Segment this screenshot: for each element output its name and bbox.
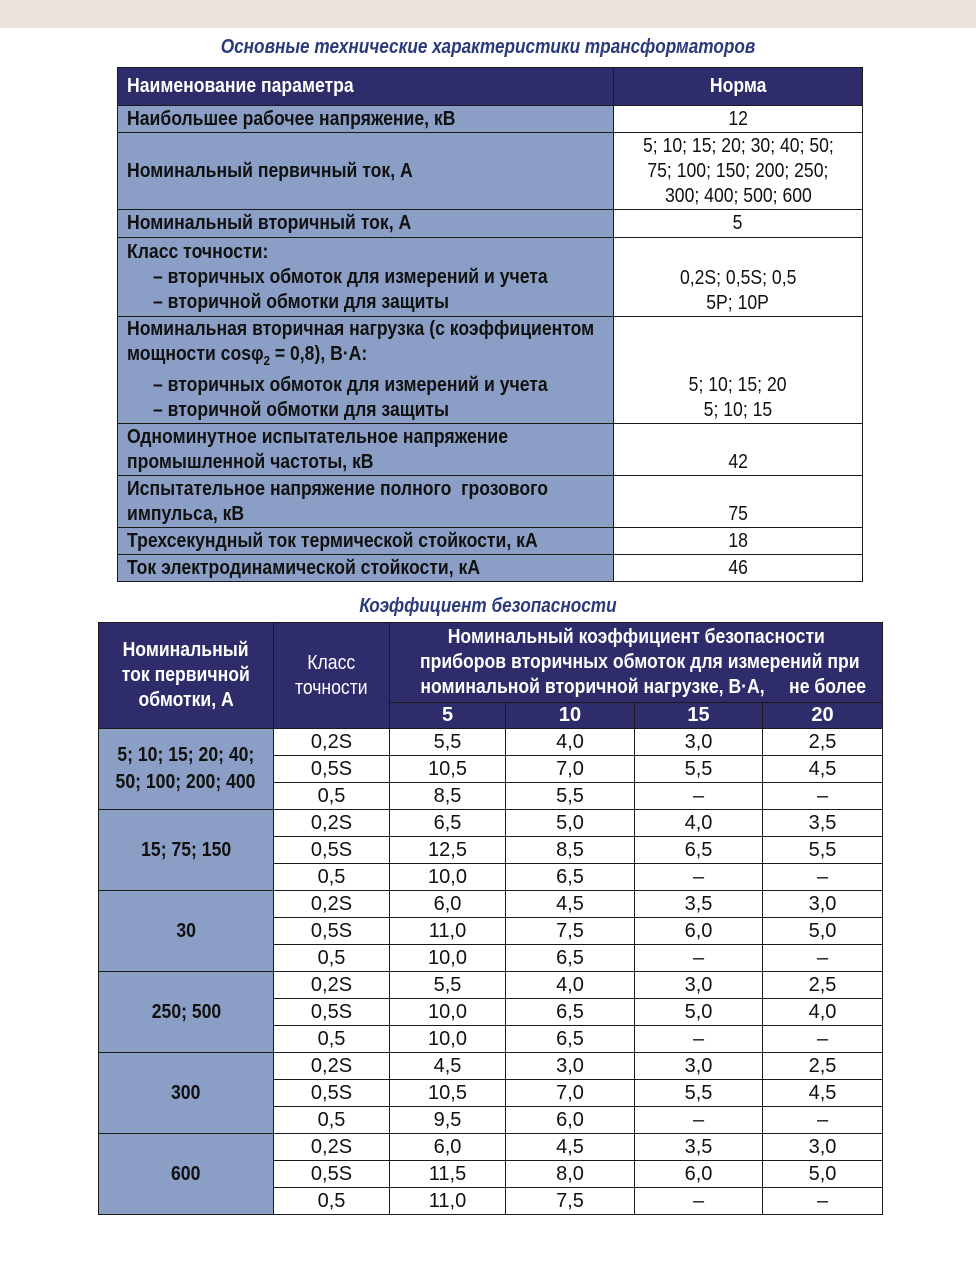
- accuracy-class-cell: 0,5S: [274, 837, 390, 864]
- safety-factor-cell: 5,5: [635, 756, 763, 783]
- param-name: Номинальный первичный ток, А: [118, 133, 614, 210]
- safety-factor-cell: 10,0: [390, 999, 506, 1026]
- accuracy-class-cell: 0,5S: [274, 1161, 390, 1188]
- param-value: 5: [614, 210, 863, 238]
- safety-factor-cell: –: [635, 864, 763, 891]
- safety-factor-table: [98, 622, 883, 1215]
- accuracy-class-cell: 0,5S: [274, 756, 390, 783]
- safety-factor-cell: 6,0: [635, 1161, 763, 1188]
- safety-factor-cell: 7,5: [506, 918, 635, 945]
- param-name: Трехсекундный ток термической стойкости, кА: [118, 528, 614, 555]
- table1-title: Основные технические характеристики трансформаторов: [220, 36, 756, 58]
- safety-factor-cell: 6,0: [390, 1134, 506, 1161]
- accuracy-class-cell: 0,5: [274, 945, 390, 972]
- safety-factor-cell: 6,0: [506, 1107, 635, 1134]
- safety-factor-cell: –: [763, 1026, 883, 1053]
- primary-current-cell: 300: [99, 1053, 274, 1134]
- accuracy-class-cell: 0,5S: [274, 1080, 390, 1107]
- safety-factor-cell: 5,5: [763, 837, 883, 864]
- safety-factor-cell: 4,5: [390, 1053, 506, 1080]
- safety-factor-cell: 6,5: [635, 837, 763, 864]
- safety-factor-cell: 2,5: [763, 1053, 883, 1080]
- safety-factor-cell: 10,5: [390, 1080, 506, 1107]
- safety-factor-cell: 4,5: [506, 891, 635, 918]
- table-row: [118, 210, 863, 238]
- safety-factor-cell: 4,0: [506, 972, 635, 999]
- safety-factor-cell: 9,5: [390, 1107, 506, 1134]
- param-name: Номинальная вторичная нагрузка (с коэффициентом мощности cosφ$_2$ = 0,8), В·А: – вторичных обмоток для измерений и учета – вторичной обмотки для защиты: [118, 317, 614, 424]
- safety-factor-cell: 11,0: [390, 1188, 506, 1215]
- safety-factor-cell: 6,0: [635, 918, 763, 945]
- safety-factor-cell: 2,5: [763, 729, 883, 756]
- safety-factor-cell: 7,0: [506, 1080, 635, 1107]
- table2-title: Коэффициент безопасности: [359, 595, 617, 617]
- primary-current-cell: 5; 10; 15; 20; 40; 50; 100; 200; 400: [99, 729, 274, 810]
- safety-factor-cell: 4,0: [635, 810, 763, 837]
- safety-factor-cell: 4,0: [763, 999, 883, 1026]
- safety-factor-cell: 5,0: [763, 918, 883, 945]
- safety-factor-cell: 8,5: [390, 783, 506, 810]
- safety-factor-cell: 3,5: [763, 810, 883, 837]
- accuracy-class-cell: 0,5: [274, 1107, 390, 1134]
- col-param-header: Наименование параметра: [118, 68, 614, 106]
- table-row: [118, 317, 863, 424]
- safety-factor-cell: –: [763, 1107, 883, 1134]
- safety-factor-cell: 3,5: [635, 1134, 763, 1161]
- safety-factor-cell: 7,5: [506, 1188, 635, 1215]
- safety-factor-cell: 3,0: [635, 1053, 763, 1080]
- param-value: 0,2S; 0,5S; 0,5 5P; 10P: [614, 238, 863, 317]
- safety-factor-cell: –: [635, 1188, 763, 1215]
- safety-factor-cell: 11,0: [390, 918, 506, 945]
- primary-current-cell: 15; 75; 150: [99, 810, 274, 891]
- accuracy-class-cell: 0,5: [274, 1188, 390, 1215]
- safety-factor-cell: –: [763, 783, 883, 810]
- safety-factor-cell: –: [763, 864, 883, 891]
- table-row: [99, 810, 883, 837]
- top-band: [0, 0, 976, 28]
- param-value: 75: [614, 476, 863, 528]
- safety-factor-cell: 6,5: [390, 810, 506, 837]
- safety-factor-cell: 7,0: [506, 756, 635, 783]
- safety-factor-cell: 4,5: [506, 1134, 635, 1161]
- table-row: [99, 1053, 883, 1080]
- safety-factor-cell: –: [635, 1026, 763, 1053]
- param-value: 5; 10; 15; 20 5; 10; 15: [614, 317, 863, 424]
- specs-table: [117, 67, 863, 582]
- param-name: Ток электродинамической стойкости, кА: [118, 555, 614, 582]
- safety-factor-cell: 2,5: [763, 972, 883, 999]
- safety-factor-cell: –: [635, 945, 763, 972]
- accuracy-class-cell: 0,5: [274, 1026, 390, 1053]
- col-current-header: Номинальный ток первичной обмотки, А: [99, 623, 274, 729]
- primary-current-cell: 250; 500: [99, 972, 274, 1053]
- safety-factor-cell: –: [635, 1107, 763, 1134]
- param-value: 12: [614, 106, 863, 133]
- accuracy-class-cell: 0,5S: [274, 918, 390, 945]
- table-row: [118, 106, 863, 133]
- table-row: [118, 476, 863, 528]
- safety-factor-cell: 6,5: [506, 1026, 635, 1053]
- table-row: [118, 133, 863, 210]
- accuracy-class-cell: 0,2S: [274, 1053, 390, 1080]
- safety-factor-cell: 6,5: [506, 945, 635, 972]
- param-name: Испытательное напряжение полного грозового импульса, кВ: [118, 476, 614, 528]
- param-value: 42: [614, 424, 863, 476]
- table-row: [99, 729, 883, 756]
- load-header: 15: [635, 703, 763, 729]
- specs-header-row: [118, 68, 863, 106]
- accuracy-class-cell: 0,2S: [274, 1134, 390, 1161]
- safety-factor-cell: –: [763, 1188, 883, 1215]
- table-row: [99, 891, 883, 918]
- table-row: [99, 972, 883, 999]
- load-header: 20: [763, 703, 883, 729]
- param-value: 5; 10; 15; 20; 30; 40; 50; 75; 100; 150; 200; 250; 300; 400; 500; 600: [614, 133, 863, 210]
- safety-header-row: [99, 623, 883, 703]
- safety-factor-cell: 3,0: [506, 1053, 635, 1080]
- safety-factor-cell: 5,5: [390, 972, 506, 999]
- safety-factor-cell: 6,5: [506, 864, 635, 891]
- safety-factor-cell: 6,5: [506, 999, 635, 1026]
- safety-factor-cell: 4,5: [763, 1080, 883, 1107]
- primary-current-cell: 30: [99, 891, 274, 972]
- accuracy-class-cell: 0,2S: [274, 891, 390, 918]
- safety-factor-cell: 11,5: [390, 1161, 506, 1188]
- param-value: 18: [614, 528, 863, 555]
- safety-factor-cell: 3,5: [635, 891, 763, 918]
- safety-factor-cell: 12,5: [390, 837, 506, 864]
- param-name: Номинальный вторичный ток, А: [118, 210, 614, 238]
- safety-factor-cell: 3,0: [763, 891, 883, 918]
- table-row: [118, 424, 863, 476]
- table-row: [118, 528, 863, 555]
- accuracy-class-cell: 0,5: [274, 783, 390, 810]
- safety-factor-cell: 3,0: [635, 972, 763, 999]
- safety-factor-cell: –: [763, 945, 883, 972]
- safety-factor-cell: 4,5: [763, 756, 883, 783]
- safety-factor-cell: 3,0: [635, 729, 763, 756]
- safety-factor-cell: 6,0: [390, 891, 506, 918]
- table-row: [99, 1134, 883, 1161]
- safety-factor-cell: 8,5: [506, 837, 635, 864]
- safety-factor-cell: 5,0: [506, 810, 635, 837]
- safety-factor-cell: 10,5: [390, 756, 506, 783]
- accuracy-class-cell: 0,2S: [274, 810, 390, 837]
- table-row: [118, 555, 863, 582]
- safety-body: [99, 729, 883, 1215]
- safety-factor-cell: 3,0: [763, 1134, 883, 1161]
- accuracy-class-cell: 0,5S: [274, 999, 390, 1026]
- safety-factor-cell: 10,0: [390, 1026, 506, 1053]
- safety-factor-cell: 10,0: [390, 945, 506, 972]
- col-coef-header: Номинальный коэффициент безопасности приборов вторичных обмоток для измерений при номинальной вторичной нагрузке, В·А, не более: [390, 623, 883, 703]
- accuracy-class-cell: 0,2S: [274, 972, 390, 999]
- load-header: 5: [390, 703, 506, 729]
- param-value: 46: [614, 555, 863, 582]
- safety-factor-cell: 5,5: [506, 783, 635, 810]
- safety-factor-cell: 10,0: [390, 864, 506, 891]
- param-name: Одноминутное испытательное напряжение промышленной частоты, кВ: [118, 424, 614, 476]
- safety-factor-cell: 5,0: [635, 999, 763, 1026]
- col-norm-header: Норма: [614, 68, 863, 106]
- param-name: Класс точности: – вторичных обмоток для измерений и учета – вторичной обмотки для защиты: [118, 238, 614, 317]
- accuracy-class-cell: 0,2S: [274, 729, 390, 756]
- col-class-header: Класс точности: [274, 623, 390, 729]
- load-header: 10: [506, 703, 635, 729]
- safety-factor-cell: 5,0: [763, 1161, 883, 1188]
- safety-factor-cell: 4,0: [506, 729, 635, 756]
- param-name: Наибольшее рабочее напряжение, кВ: [118, 106, 614, 133]
- primary-current-cell: 600: [99, 1134, 274, 1215]
- safety-factor-cell: 5,5: [635, 1080, 763, 1107]
- table-row: [118, 238, 863, 317]
- safety-factor-cell: 8,0: [506, 1161, 635, 1188]
- safety-factor-cell: –: [635, 783, 763, 810]
- safety-factor-cell: 5,5: [390, 729, 506, 756]
- accuracy-class-cell: 0,5: [274, 864, 390, 891]
